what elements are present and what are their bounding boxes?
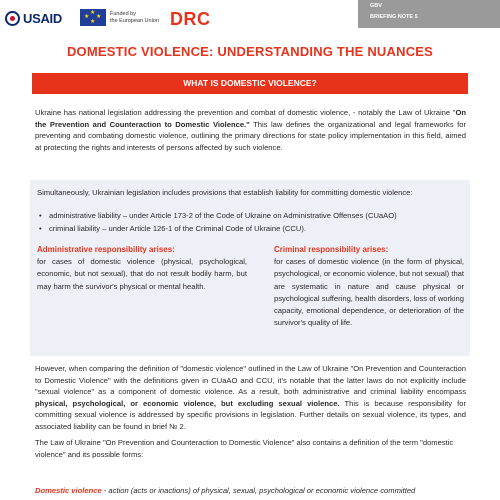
criminal-body: for cases of domestic violence (in the form of physical, psychological, or economic violence, but not sexual) that are systematic in nature and cause physical or psychological suffering, health disorders, loss of working capacity, emotional dependence, or deterioration of the survivor's quality of life.: [274, 257, 464, 328]
admin-column: [37, 244, 247, 293]
comparison-bold: physical, psychological, or economic violence, but excluding sexual violence.: [35, 398, 340, 408]
usaid-seal-icon: [5, 11, 20, 26]
definition-term: Domestic violence: [35, 486, 102, 495]
comparison-paragraph: However, when comparing the definition of "domestic violence" outlined in the Law of Ukraine "On Prevention and Counteraction to Domestic Violence" with the definitions given in CUaAO and CCU, it's notable that the latter laws do not explicitly include "sexual violence" as a component of domestic violence. As a result, both administrative and criminal liability encompass physical, psychological, or economic violence, but excluding sexual violence. This is because responsibility for committing sexual violence is addressed by specific provisions in legislation. Further details on sexual violence, its types, and associated liability can be found in brief № 2.: [35, 364, 466, 431]
law-name: On the Prevention and Counteraction to Domestic Violence.": [35, 108, 466, 129]
list-item: • criminal liability – under Article 126-1 of the Criminal Code of Ukraine (CCU).: [37, 223, 397, 236]
eu-logo: [80, 9, 159, 26]
briefing-number: BRIEFING NOTE 5: [370, 14, 418, 20]
logo-bar: [0, 0, 500, 38]
liability-intro: Simultaneously, Ukrainian legislation includes provisions that establish liability for committing domestic violence:: [37, 188, 413, 197]
intro-paragraph: Ukraine has national legislation addressing the prevention and combat of domestic violence, - notably the Law of Ukraine "On the Prevention and Counteraction to Domestic Violence." This law defines the organizational and legal frameworks for preventing and combating domestic violence, outlining the primary directions for state policy implementation in this field, aimed at protecting the rights and interests of persons affected by such violence.: [35, 108, 467, 152]
usaid-logo-text: USAID: [23, 11, 62, 26]
admin-body: for cases of domestic violence (physical, psychological, economic, but not sexual), that do not result bodily harm, but may harm the survivor's physical or mental health.: [37, 257, 247, 291]
liability-list: [37, 210, 397, 235]
criminal-heading: Criminal responsibility arises:: [274, 245, 389, 254]
eu-caption: Funded by the European Union: [110, 10, 159, 24]
eu-flag-icon: ★ ★ ★ ★: [80, 9, 106, 26]
briefing-tag: [358, 0, 500, 28]
list-item: • administrative liability – under Article 173-2 of the Code of Ukraine on Administrative Offenses (CUaAO): [37, 210, 397, 223]
definition-intro: The Law of Ukraine "On Prevention and Counteraction to Domestic Violence" also contains a definition of the term "domestic violence" and its possible forms:: [35, 438, 454, 459]
section-banner: WHAT IS DOMESTIC VIOLENCE?: [32, 73, 468, 94]
criminal-column: [274, 244, 464, 329]
usaid-logo: [5, 11, 62, 26]
liability-box: [30, 180, 470, 356]
document-title: DOMESTIC VIOLENCE: UNDERSTANDING THE NUANCES: [66, 44, 434, 59]
drc-logo: DRC: [170, 9, 211, 29]
admin-heading: Administrative responsibility arises:: [37, 245, 175, 254]
briefing-topic: GBV: [370, 3, 382, 9]
definition-line: Domestic violence - action (acts or inactions) of physical, sexual, psychological or economic violence committed: [35, 486, 416, 495]
